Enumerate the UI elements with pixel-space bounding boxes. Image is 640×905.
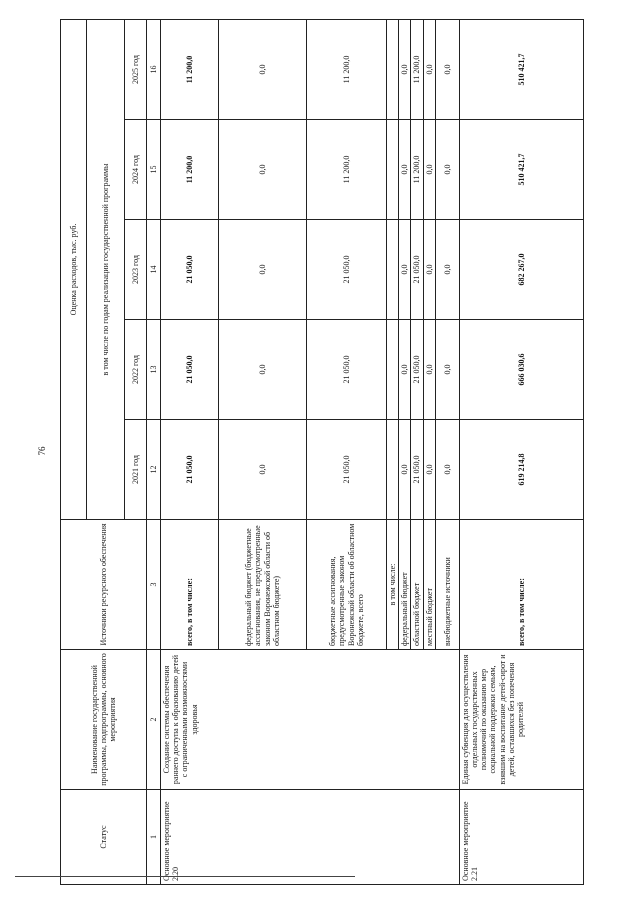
activity-name: Создание системы обеспечения раннего доступа к образованию детей с ограниченными возможностями здоровья	[161, 650, 460, 790]
value-cell: 21 050,0	[161, 220, 219, 320]
col-index: 14	[147, 220, 161, 320]
rotated-table-page	[60, 20, 552, 885]
source-label: местный бюджет	[423, 520, 435, 650]
value-cell	[387, 120, 399, 220]
value-cell: 21 050,0	[161, 420, 219, 520]
source-label: всего, в том числе:	[161, 520, 219, 650]
header-source: Источники ресурсного обеспечения	[61, 520, 147, 650]
value-cell: 510 421,7	[459, 120, 583, 220]
footer-rule	[15, 876, 355, 877]
value-cell: 0,0	[219, 120, 307, 220]
value-cell: 0,0	[399, 420, 411, 520]
col-index: 12	[147, 420, 161, 520]
value-cell: 0,0	[435, 220, 459, 320]
value-cell: 0,0	[423, 120, 435, 220]
value-cell: 0,0	[423, 220, 435, 320]
value-cell: 0,0	[423, 420, 435, 520]
col-index: 2	[147, 650, 161, 790]
budget-table	[60, 19, 584, 885]
header-estimate: Оценка расходов, тыс. руб.	[61, 19, 87, 519]
col-index: 3	[147, 520, 161, 650]
value-cell: 0,0	[435, 420, 459, 520]
source-label: внебюджетные источники	[435, 520, 459, 650]
value-cell: 682 267,0	[459, 220, 583, 320]
activity-name: Единая субвенция для осуществления отдельных государственных полномочий по оказанию мер социальной поддержки семьям, взявшим на воспитание детей-сирот и детей, оставшихся без попечения родителей	[459, 650, 583, 790]
value-cell: 21 050,0	[307, 420, 387, 520]
value-cell: 21 050,0	[307, 320, 387, 420]
value-cell: 619 214,8	[459, 420, 583, 520]
value-cell: 0,0	[435, 120, 459, 220]
col-index: 15	[147, 120, 161, 220]
header-year: 2024 год	[125, 120, 147, 220]
value-cell	[387, 19, 399, 119]
value-cell	[387, 220, 399, 320]
header-by-years: в том числе по годам реализации государственной программы	[87, 19, 125, 519]
value-cell: 0,0	[219, 19, 307, 119]
page-number: 76	[37, 446, 47, 456]
value-cell: 21 050,0	[307, 220, 387, 320]
value-cell: 0,0	[423, 19, 435, 119]
value-cell: 11 200,0	[161, 120, 219, 220]
header-year: 2023 год	[125, 220, 147, 320]
source-label: в том числе:	[387, 520, 399, 650]
value-cell: 0,0	[399, 19, 411, 119]
header-status: Статус	[61, 790, 147, 885]
value-cell: 11 200,0	[411, 19, 423, 119]
value-cell	[387, 420, 399, 520]
col-index: 13	[147, 320, 161, 420]
status-cell: Основное мероприятие 2.20	[161, 790, 460, 885]
value-cell: 11 200,0	[307, 19, 387, 119]
value-cell: 0,0	[219, 420, 307, 520]
value-cell: 0,0	[399, 220, 411, 320]
header-year: 2022 год	[125, 320, 147, 420]
source-label: областной бюджет	[411, 520, 423, 650]
value-cell: 11 200,0	[307, 120, 387, 220]
value-cell: 0,0	[219, 220, 307, 320]
value-cell: 21 050,0	[411, 220, 423, 320]
source-label: федеральный бюджет	[399, 520, 411, 650]
value-cell: 21 050,0	[411, 420, 423, 520]
header-year: 2025 год	[125, 19, 147, 119]
value-cell: 21 050,0	[411, 320, 423, 420]
value-cell: 0,0	[219, 320, 307, 420]
header-year: 2021 год	[125, 420, 147, 520]
value-cell: 0,0	[435, 320, 459, 420]
col-index: 1	[147, 790, 161, 885]
value-cell: 0,0	[399, 320, 411, 420]
value-cell: 11 200,0	[161, 19, 219, 119]
col-index: 16	[147, 19, 161, 119]
value-cell: 510 421,7	[459, 19, 583, 119]
value-cell	[387, 320, 399, 420]
source-label: федеральный бюджет (бюджетные ассигнования, не предусмотренные законом Воронежской области об областном бюджете)	[219, 520, 307, 650]
value-cell: 666 030,6	[459, 320, 583, 420]
value-cell: 0,0	[423, 320, 435, 420]
status-cell: Основное мероприятие 2.21	[459, 790, 583, 885]
value-cell: 21 050,0	[161, 320, 219, 420]
source-label: всего, в том числе:	[459, 520, 583, 650]
value-cell: 0,0	[399, 120, 411, 220]
header-name: Наименование государственной программы, подпрограммы, основного мероприятия	[61, 650, 147, 790]
source-label: бюджетные ассигнования, предусмотренные законом Воронежской области об областном бюджете, всего	[307, 520, 387, 650]
value-cell: 11 200,0	[411, 120, 423, 220]
value-cell: 0,0	[435, 19, 459, 119]
